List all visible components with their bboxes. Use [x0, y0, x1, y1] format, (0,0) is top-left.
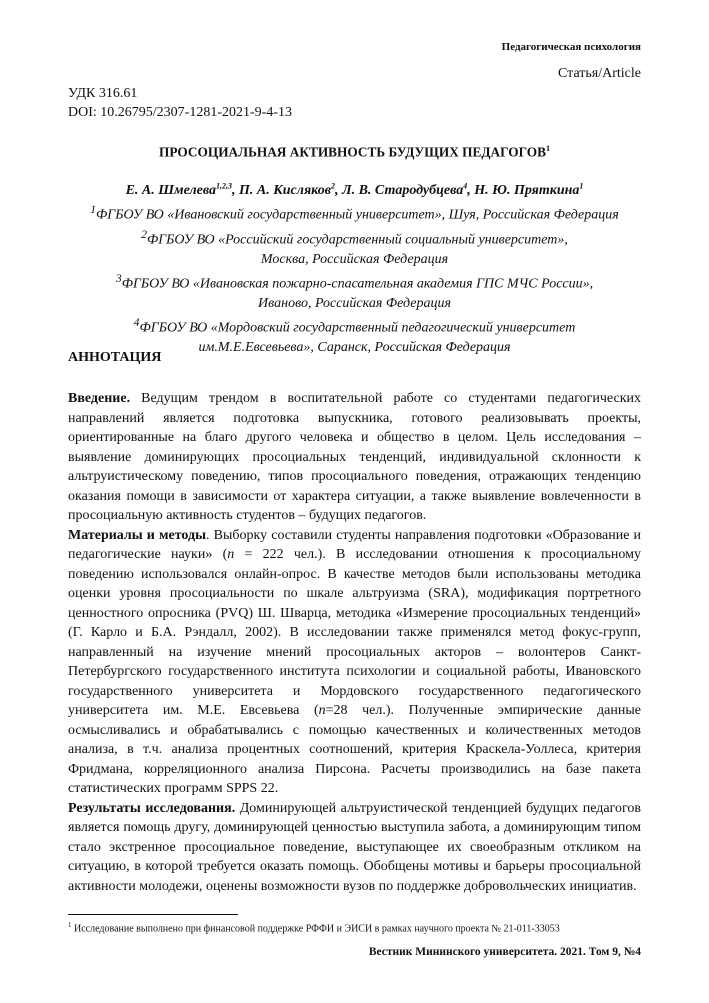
identifiers-block — [68, 84, 292, 122]
footnote-divider — [68, 914, 238, 915]
affiliation-2: $^2$ФГБОУ ВО «Российский государственный социальный университет», — [141, 227, 568, 248]
abstract-methods: Материалы и методы. Выборку составили студенты направления подготовки «Образование и педагогические науки» (n = 222 чел.). В исследовании отношения к просоциальному поведению использовался онлайн-опрос. В качестве методов были использованы методика оценки уровня просоциальности по шкале альтруизма (SRA), модификация портретного ценностного опросника (PVQ) Ш. Шварца, методика «Измерение просоциальных тенденций» (Г. Карло и Б.А. Рэндалл, 2002). В исследовании также применялся метод фокус-групп, направленный на изучение мнений просоциальных акторов – волонтеров Санкт-Петербургского государственного института психологии и социальной работы, Ивановского государственного университета и Мордовского государственного педагогического университета им. М.Е. Евсевьева (n=28 чел.). Полученные эмпирические данные осмысливались и обрабатывались с помощью качественных и количественных методов анализа, в т.ч. анализа процентных соотношений, критерия Краскела-Уоллеса, критерия Фридмана, корреляционного анализа Пирсона. Расчеты производились на базе пакета статистических программ SPPS 22. — [68, 527, 642, 796]
abstract-results: Результаты исследования. Доминирующей альтруистической тенденцией будущих педагогов является помощь другу, доминирующей ценностью выступила забота, а доминирующим типом стало экстренное просоциальное поведение, выступающее их своеобразным откликом на ситуацию, в которой требуется оказать помощь. Обобщены мотивы и барьеры просоциальной активности молодежи, оценены возможности вузов по поддержке добровольческих инициатив. — [68, 800, 641, 894]
author: П. А. Кисляков$^2$, — [239, 181, 342, 198]
affiliation-3-city: Иваново, Российская Федерация — [258, 296, 451, 312]
abstract-heading: АННОТАЦИЯ — [68, 350, 162, 365]
affiliation-1: $^1$ФГБОУ ВО «Ивановский государственный университет», Шуя, Российская Федерация — [90, 203, 619, 223]
affiliation-4-city: им.М.Е.Евсевьева», Саранск, Российская Федерация — [198, 340, 511, 356]
title-footnote-mark: 1 — [545, 144, 550, 153]
author-list — [68, 181, 641, 199]
footnote: $^1$ Исследование выполнено при финансовой поддержке РФФИ и ЭИСИ в рамках научного проекта № 21-011-33053 — [68, 921, 560, 935]
abstract-introduction: Введение. Ведущим трендом в воспитательной работе со студентами педагогических направлений является подготовка выпускника, готового реализовывать проекты, ориентированные на благо другого человека и общество в целом. Цель исследования – выявление доминирующих просоциальных тенденций, индивидуальной склонности к альтруистическому поведению, типов просоциального поведения, отражающих тенденцию оказания помощи в зависимости от характера ситуации, а также выявление вовлеченности в просоциальную активность студентов – будущих педагогов. — [68, 391, 641, 523]
author: Н. Ю. Пряткина$^1$ — [474, 181, 584, 198]
article-title-text: ПРОСОЦИАЛЬНАЯ АКТИВНОСТЬ БУДУЩИХ ПЕДАГОГОВ — [159, 144, 546, 160]
author: Л. В. Стародубцева$^4$, — [341, 181, 475, 198]
affiliation-3: $^3$ФГБОУ ВО «Ивановская пожарно-спасательная академия ГПС МЧС России», — [115, 272, 594, 292]
author: Е. А. Шмелева$^{1,2,3}$, — [125, 181, 240, 198]
abstract-body — [68, 389, 641, 896]
doi-code: DOI: 10.26795/2307-1281-2021-9-4-13 — [68, 105, 292, 120]
affiliation-4: $^4$ФГБОУ ВО «Мордовский государственный педагогический университет — [133, 316, 576, 337]
udk-code: УДК 316.61 — [68, 86, 138, 101]
journal-footer: Вестник Мининского университета. 2021. Том 9, №4 — [368, 946, 641, 958]
article-type-label: Статья/Article — [558, 66, 641, 81]
journal-section-header: Педагогическая психология — [501, 41, 641, 53]
affiliation-2-city: Москва, Российская Федерация — [260, 251, 449, 267]
article-title — [68, 144, 641, 160]
affiliation-list — [68, 200, 641, 358]
